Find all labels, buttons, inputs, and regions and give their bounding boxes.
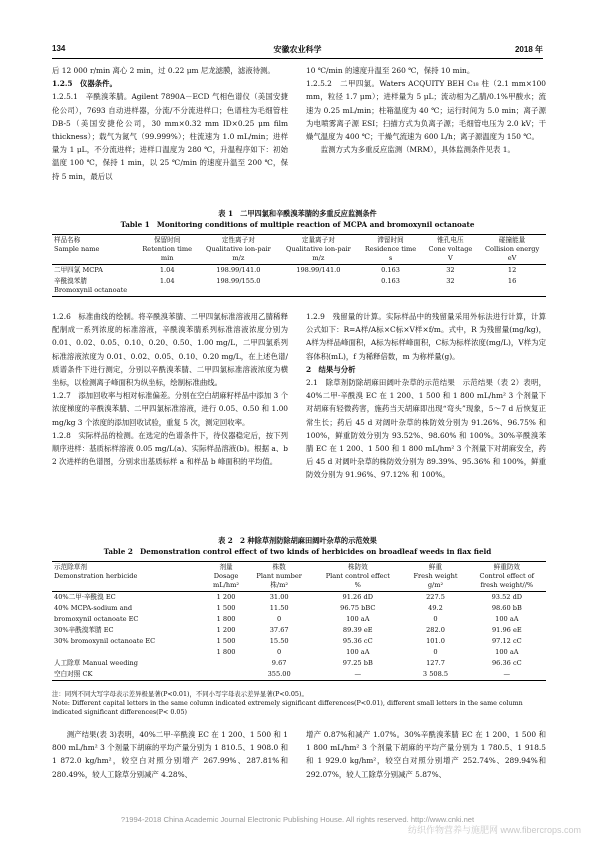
- table1: [52, 234, 546, 297]
- table-cell: [52, 647, 206, 658]
- table2-note-cn: 注：同列不同大写字母表示差异极显著(P<0.01)，不同小写字母表示差异显著(P<0.05)。: [52, 690, 308, 698]
- table-cell: 15.50: [269, 637, 289, 645]
- section-heading: 1.2.5 仪器条件。: [52, 79, 117, 89]
- table-cell: 0: [277, 615, 282, 623]
- table-cell: 0.163: [381, 277, 400, 285]
- table-cell: 97.25 bB: [342, 659, 373, 667]
- table-cell: 空白对照 CK: [54, 670, 93, 678]
- table1-header: 锥孔电压 Cone voltage V: [428, 236, 473, 262]
- table-cell: [206, 669, 246, 681]
- table-cell: 0.163: [381, 266, 400, 274]
- table-cell: 1 500: [216, 604, 236, 612]
- left-column-mid: [52, 310, 288, 468]
- table-cell: 30% bromoxynil octanoate EC: [54, 637, 156, 645]
- paragraph: 后 12 000 r/min 离心 2 min，过 0.22 μm 尼龙滤膜，滤液待测。: [52, 66, 275, 75]
- paragraph: 1.2.9 残留量的计算。实际样品中的残留量采用外标法进行计算，计算公式如下：R=A样/A标×C标×V样×f/m。式中，R 为残留量(mg/kg)，A样为样品峰面积，A标为标样峰面积，C标为标样浓度(mg/L)，V样为定容体积(mL)，f 为稀释倍数，m 为称样量(g)。: [306, 312, 546, 361]
- table-cell: bromoxynil octanoate EC: [54, 615, 139, 623]
- table2-header: 鲜重 Fresh weight g/m²: [413, 563, 458, 589]
- watermark: 纺织作物营养与施肥网 www.fibercrops.com: [407, 825, 581, 835]
- table2-caption-cn: 表 2 2 种除草剂防除胡麻田阔叶杂草的示范效果: [218, 536, 377, 545]
- paragraph: 1.2.7 添加回收率与相对标准偏差。分别在空白胡麻籽样品中添加 3 个浓度梯度的辛酰溴苯腈、二甲四氯标准溶液，进行 0.05、0.50 和 1.00 mg/kg 3 个浓度的添加回收试验，重复 5 次，测定回收率。: [52, 391, 288, 427]
- table-cell: 98.60 bB: [491, 604, 522, 612]
- table-cell: 二甲四氯 MCPA: [54, 266, 103, 274]
- paragraph: 1.2.5.2 二甲四氯。Waters ACQUITY BEH C₁₈ 柱（2.1 mm×100 mm，粒径 1.7 μm）；进样量为 5 μL；流动相为乙腈/0.1%甲酸水；流速为 0.25 mL/min；柱箱温度为 40 ℃；运行时间为 5.0 min；离子源为电喷雾离子源 ESI；扫描方式为负离子源；毛细管电压为 2.0 kV；干燥气温度为 400 ℃；干燥气流速为 600 L/h；离子源温度为 150 ℃。: [306, 79, 546, 142]
- table2-caption: [52, 535, 543, 557]
- table-cell: 辛酰溴苯腈 Bromoxynil octanoate: [54, 277, 128, 294]
- table-cell: 101.0: [426, 637, 445, 645]
- table-cell: 227.5: [426, 593, 445, 601]
- table-cell: 1.04: [159, 266, 175, 274]
- journal-year: 2018 年: [514, 45, 543, 54]
- table-row: [52, 658, 546, 669]
- table-cell: 1 800: [216, 615, 236, 623]
- table-cell: 91.96 eE: [491, 626, 522, 634]
- table1-caption-cn: 表 1 二甲四氯和辛酰溴苯腈的多重反应监测条件: [218, 209, 377, 218]
- table-cell: 282.0: [426, 626, 445, 634]
- table-cell: 198.99/155.0: [216, 277, 261, 285]
- table-cell: 355.00: [267, 670, 291, 678]
- table-cell: 31.00: [269, 593, 289, 601]
- table-cell: —: [503, 670, 511, 678]
- table-cell: 1 200: [216, 626, 236, 634]
- right-column-mid: [306, 310, 546, 482]
- table-row: [52, 592, 546, 604]
- table1-header: 保留时间 Retention time min: [142, 236, 192, 262]
- table2-note-en: Note: Different capital letters in the same column indicated extremely significant differences(P<0.01), different small letters in the same column indicated significant differences(P< 0.05): [52, 699, 523, 716]
- table-cell: 0: [277, 648, 282, 656]
- table2-caption-en: Table 2 Demonstration control effect of two kinds of herbicides on broadleaf weeds in flax field: [103, 547, 492, 556]
- table-cell: 16: [507, 277, 517, 285]
- paragraph: 2.1 除草剂防除胡麻田阔叶杂草的示范结果 示范结果（表 2）表明，40%二甲·辛酰溴 EC 在 1 200、1 500 和 1 800 mL/hm² 3 个剂量下对胡麻有轻微药害，施药当天胡麻即出现“弯头”现象，5～7 d 后恢复正常生长；药后 45 d 对阔叶杂草的株防效分别为 91.26%、96.75% 和 100%，鲜重防效分别为 93.52%、98.60% 和 100%。30%辛酰溴苯腈 EC 在 1 200、1 500 和 1 800 mL/hm² 3 个剂量下对胡麻安全，药后 45 d 对阔叶杂草的株防效分别为 89.39%、95.36% 和 100%，鲜重防效分别为 91.96%、97.12% 和 100%。: [306, 378, 546, 480]
- page-number: 134: [52, 44, 66, 53]
- paragraph: 1.2.8 实际样品的检测。在选定的色谱条件下，待仪器稳定后，按下列顺序进样：基质标样溶液 0.05 mg/L(a)、实际样品溶液(b)。根据 a、b 2 次进样的色谱图，分别求出基质标样 a 和样品 b 峰面积的平均值。: [52, 430, 288, 467]
- table-cell: 1 800: [216, 648, 236, 656]
- table2-note: [52, 690, 546, 717]
- table-cell: 30%辛酰溴苯腈 EC: [54, 626, 114, 634]
- table1-caption: [52, 208, 543, 230]
- table-cell: —: [354, 670, 362, 678]
- table-cell: 127.7: [426, 659, 445, 667]
- table-cell: 0: [433, 648, 438, 656]
- paragraph: 测产结果(表 3)表明，40%二甲·辛酰溴 EC 在 1 200、1 500 和 1 800 mL/hm² 3 个剂量下胡麻的平均产量分别为 1 810.5、1 908.0 和 1 872.0 kg/hm²，较空白对照分别增产 267.99%、287.81%和 280.49%，较人工除草分别减产 4.28%、: [52, 730, 288, 779]
- table-cell: 89.39 eE: [342, 626, 373, 634]
- table-row: [52, 603, 546, 614]
- table2-header: 株防效 Plant control effect %: [325, 563, 390, 589]
- table1-header: 碰撞能量 Collision energy eV: [484, 236, 540, 262]
- left-column-top: [52, 64, 288, 183]
- table1-header: 样品名称 Sample name: [54, 236, 100, 253]
- paragraph: 1.2.5.1 辛酰溴苯腈。Agilent 7890A－ECD 气相色谱仪（美国安捷伦公司），7693 自动进样器，分流/不分流进样口；色谱柱为毛细管柱 DB-5（美国安捷伦公司，30 mm×0.32 mm ID×0.25 μm film thickness）；载气为氮气（99.999%）；柱流速为 1.0 mL/min；进样量为 1 μL，不分流进样；进样口温度为 280 ℃，升温程序如下：初始温度 100 ℃，保持 1 min，以 25 ℃/min 的速度升温至 200 ℃，保持 5 min，最后以: [52, 92, 288, 181]
- table-cell: 40% MCPA-sodium and: [54, 604, 133, 612]
- right-column-bottom: [306, 728, 546, 781]
- table-cell: 0: [433, 615, 438, 623]
- table-cell: 95.36 cC: [342, 637, 373, 645]
- table-row: [52, 265, 546, 277]
- paragraph: 增产 0.87%和减产 1.07%。30%辛酰溴苯腈 EC 在 1 200、1 500 和 1 800 mL/hm² 3 个剂量下胡麻的平均产量分别为 1 780.5、1 918.5 和 1 929.0 kg/hm²，较空白对照分别增产 252.74%、289.94%和 292.07%，较人工除草分别减产 5.87%、: [306, 730, 546, 779]
- right-column-top: [306, 64, 546, 156]
- paragraph: 10 ℃/min 的速度升温至 260 ℃，保持 10 min。: [306, 66, 475, 75]
- table-cell: 32: [446, 266, 455, 274]
- table-cell: 37.67: [269, 626, 289, 634]
- table-cell: 100 aA: [346, 615, 370, 623]
- paragraph: 1.2.6 标准曲线的绘制。将辛酰溴苯腈、二甲四氯标准溶液用乙腈稀释配制成一系列浓度的标准溶液，辛酰溴苯腈系列标准溶液浓度分别为 0.01、0.02、0.05、0.10、0.20、0.50、1.00 mg/L，二甲四氯系列标准溶液浓度为 0.01、0.02、0.05、0.10、0.20 mg/L，在上述色谱/质谱条件下进行测定，分别以辛酰溴苯腈、二甲四氯标准溶液浓度为横坐标，以检测离子峰面积为纵坐标，绘制标准曲线。: [52, 312, 288, 388]
- table-cell: 100 aA: [495, 615, 519, 623]
- table-cell: 97.12 cC: [491, 637, 522, 645]
- table-cell: 100 aA: [495, 648, 519, 656]
- running-header: [52, 44, 543, 58]
- table-cell: 3 508.5: [422, 670, 449, 678]
- copyright-footer: ?1994-2018 China Academic Journal Electronic Publishing House. All rights reserved. http://www.cnki.net: [120, 815, 475, 824]
- table-cell: 40%二甲·辛酰溴 EC: [54, 593, 116, 601]
- table-cell: 32: [446, 277, 455, 285]
- table-row: [52, 636, 546, 647]
- table2-header: 剂量 Dosage mL/hm²: [213, 563, 240, 589]
- table-cell: 198.99/141.0: [296, 266, 341, 274]
- table-row: [52, 669, 546, 681]
- table-cell: [278, 276, 358, 297]
- section-heading: 2 结果与分析: [306, 364, 356, 374]
- table1-header: 滞留时间 Residence time s: [364, 236, 417, 262]
- table-row: [52, 276, 546, 297]
- table-cell: 198.99/141.0: [216, 266, 261, 274]
- table-cell: 12: [507, 266, 517, 274]
- table2-header-row: [52, 562, 546, 592]
- table1-caption-en: Table 1 Monitoring conditions of multiple reaction of MCPA and bromoxynil octanoate: [120, 220, 475, 229]
- table-cell: [206, 658, 246, 669]
- table-cell: 人工除草 Manual weeding: [54, 659, 139, 667]
- table-cell: 1.04: [159, 277, 175, 285]
- table-row: [52, 625, 546, 636]
- table-cell: 91.26 dD: [342, 593, 374, 601]
- header-rule: [52, 58, 543, 59]
- table1-header-row: [52, 235, 546, 265]
- table-cell: 9.67: [271, 659, 287, 667]
- table2-header: 株数 Plant number 株/m²: [256, 563, 302, 589]
- table-cell: 11.50: [269, 604, 289, 612]
- table-row: [52, 614, 546, 625]
- table1-header: 定量离子对 Qualitative ion-pair m/z: [285, 236, 351, 262]
- table-cell: 1 200: [216, 593, 236, 601]
- table-cell: 100 aA: [346, 648, 370, 656]
- table2: [52, 561, 546, 681]
- table-row: [52, 647, 546, 658]
- table-cell: 96.75 bBC: [340, 604, 376, 612]
- table2-header: 鲜重防效 Control effect of fresh weight//%: [479, 563, 535, 589]
- table1-header: 定性离子对 Qualitative ion-pair m/z: [205, 236, 271, 262]
- journal-name: 安徽农业科学: [273, 45, 322, 54]
- paragraph: 监测方式为多重反应监测（MRM），具体监测条件见表 1。: [320, 145, 515, 155]
- table-cell: 49.2: [428, 604, 443, 612]
- table-cell: 1 500: [216, 637, 236, 645]
- table-cell: 96.36 cC: [491, 659, 522, 667]
- left-column-bottom: [52, 728, 288, 781]
- table2-header: 示范除草剂 Demonstration herbicide: [54, 563, 138, 580]
- table-cell: 93.52 dD: [491, 593, 523, 601]
